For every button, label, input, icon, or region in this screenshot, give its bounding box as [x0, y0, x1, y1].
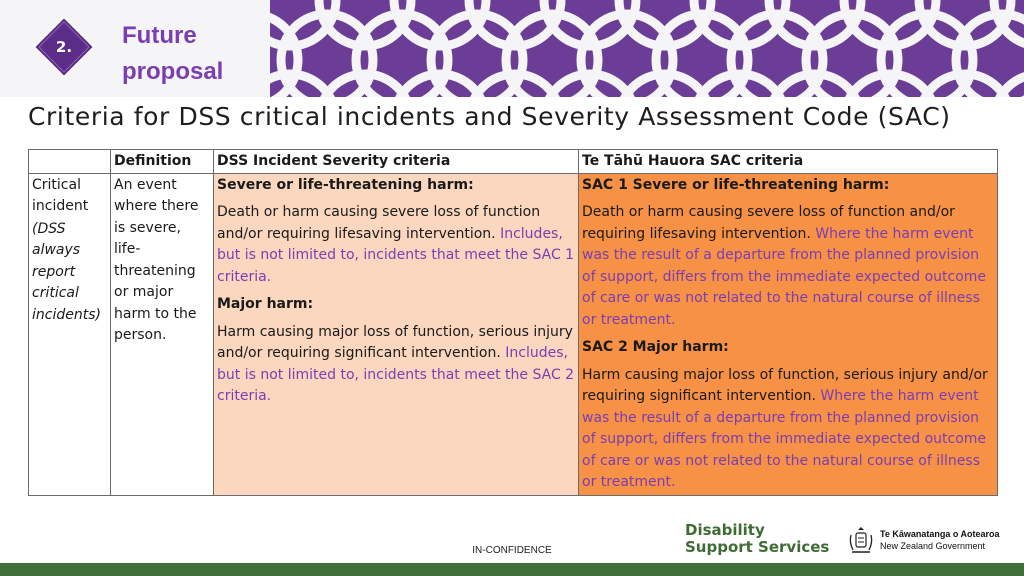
dss-logo-line2: Support Services [685, 538, 830, 556]
sac1-heading: SAC 1 Severe or life-threatening harm: [582, 176, 890, 193]
dss-severe-paragraph [217, 202, 575, 288]
dss-major-heading: Major harm: [217, 296, 314, 312]
page-title: Criteria for DSS critical incidents and Severity Assessment Code (SAC) [28, 102, 951, 131]
term-line2: incident [32, 198, 89, 214]
dss-logo-line1: Disability [685, 521, 765, 539]
dss-major-paragraph [217, 322, 575, 408]
sac-criteria-cell [579, 173, 998, 495]
nz-government-logo [846, 526, 1000, 556]
sac2-text: Harm causing major loss of function, serious injury and/or requiring significant intervention. [582, 366, 988, 404]
dss-logo [685, 522, 829, 556]
sac1-paragraph [582, 202, 994, 331]
section-title [122, 18, 223, 90]
dss-major-text: Harm causing major loss of function, serious injury and/or requiring significant intervention. [217, 323, 573, 361]
sac1-note: Where the harm event was the result of a departure from the planned provision of support, differs from the immediate expected outcome of care or was not related to the natural course of illness or treatment. [582, 225, 987, 328]
dss-severe-text: Death or harm causing severe loss of function and/or requiring lifesaving intervention. [217, 204, 541, 242]
coat-of-arms-icon [846, 526, 876, 556]
term-line1: Critical [32, 176, 81, 193]
term-note: (DSS always report critical incidents) [32, 220, 101, 323]
section-title-line2: proposal [122, 58, 224, 85]
criteria-table [28, 149, 998, 496]
gov-logo-text [880, 528, 1000, 552]
term-cell [29, 173, 111, 495]
table-row [29, 173, 998, 495]
table-header-row [29, 150, 998, 174]
definition-cell: An event where there is severe, life-threatening or major harm to the person. [111, 173, 214, 495]
header-definition: Definition [111, 150, 214, 174]
header-empty [29, 150, 111, 174]
footer-bar [0, 563, 1024, 576]
dss-major-note: Includes, but is not limited to, incidents that meet the SAC 2 criteria. [217, 345, 575, 404]
section-title-line1: Future [122, 22, 197, 49]
sac2-note: Where the harm event was the result of a departure from the planned provision of support, differs from the immediate expected outcome of care or was not related to the natural course of illness or treatment. [582, 388, 987, 490]
classification-label: IN-CONFIDENCE [472, 545, 552, 556]
dss-criteria-cell [214, 173, 579, 495]
header-dss-criteria: DSS Incident Severity criteria [214, 150, 579, 174]
sac1-text: Death or harm causing severe loss of function and/or requiring lifesaving intervention. [582, 204, 955, 242]
section-number: 2. [55, 38, 73, 56]
sac2-heading: SAC 2 Major harm: [582, 339, 729, 355]
gov-logo-line2: New Zealand Government [880, 541, 986, 551]
dss-severe-heading: Severe or life-threatening harm: [217, 176, 474, 193]
dss-severe-note: Includes, but is not limited to, incidents that meet the SAC 1 criteria. [217, 225, 575, 285]
gov-logo-line1: Te Kāwanatanga o Aotearoa [880, 529, 1000, 539]
sac2-paragraph [582, 365, 994, 494]
header-sac-criteria: Te Tāhū Hauora SAC criteria [579, 150, 998, 174]
decorative-pattern [270, 0, 1024, 97]
